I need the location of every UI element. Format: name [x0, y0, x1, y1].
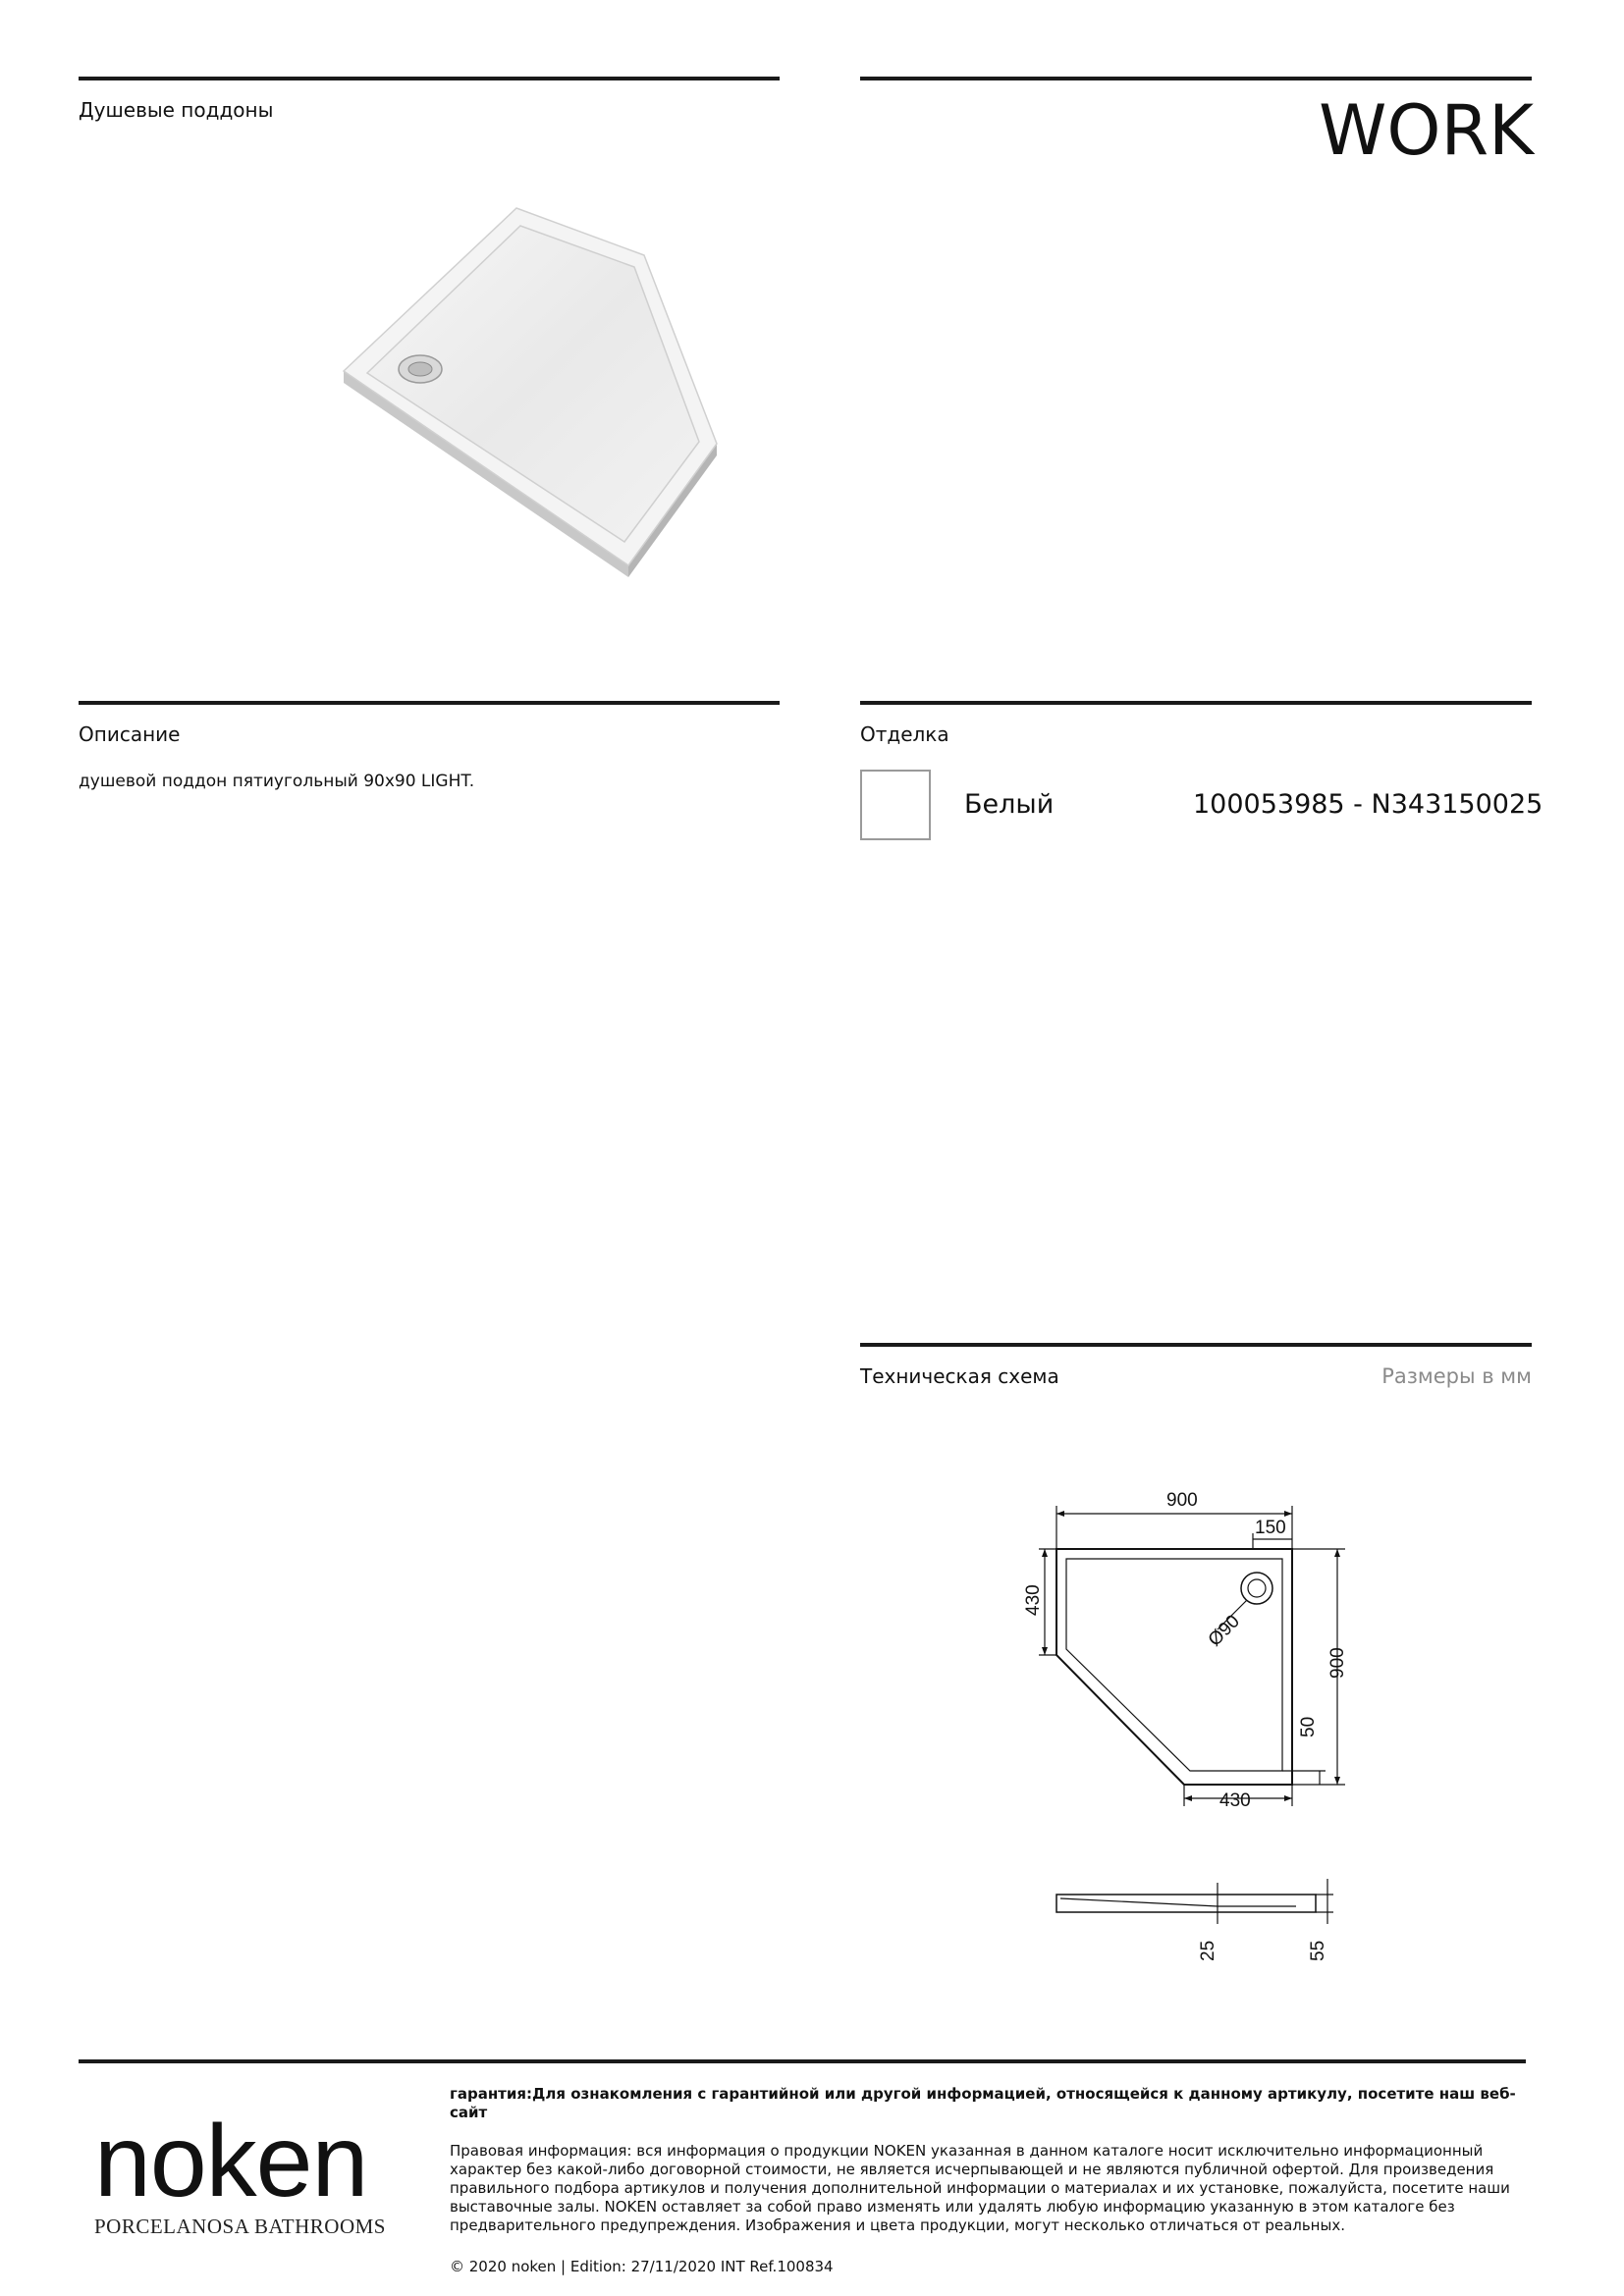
dim-bottom-width: 430 — [1219, 1790, 1251, 1811]
dim-top-width: 900 — [1166, 1490, 1198, 1511]
noken-logo — [94, 2105, 386, 2239]
dim-bottom-offset: 50 — [1298, 1716, 1319, 1737]
edition-text: © 2020 noken | Edition: 27/11/2020 INT Ref.100834 — [450, 2258, 834, 2275]
product-image — [324, 196, 736, 589]
finish-heading: Отделка — [860, 722, 949, 746]
description-rule — [79, 701, 780, 705]
top-left-rule — [79, 77, 780, 80]
technical-drawing — [1021, 1482, 1394, 1973]
dim-right-height: 900 — [1327, 1647, 1348, 1679]
dim-thickness-outer: 55 — [1308, 1940, 1328, 1961]
dim-left-height: 430 — [1023, 1584, 1044, 1616]
finish-swatch-white — [860, 770, 931, 840]
product-title: WORK — [1319, 90, 1534, 171]
top-right-rule — [860, 77, 1532, 80]
finish-name: Белый — [964, 789, 1055, 820]
category-label: Душевые поддоны — [79, 98, 274, 122]
logo-subtitle: PORCELANOSA BATHROOMS — [94, 2215, 386, 2238]
dim-drain-offset: 150 — [1255, 1518, 1286, 1538]
legal-text: Правовая информация: вся информация о продукции NOKEN указанная в данном каталоге носит исключительно информационный характер без какой-либо договорной стоимости, не является исчерпывающей и не являются публичной офертой. Для произведения правильного подбора артикулов и получения дополнительной информации о материалах и их установке, пожалуйста, посетите наши выставочные залы. NOKEN оставляет за собой право изменять или удалять любую информацию указанную в этом каталоге без предварительного предупреждения. Изображения и цвета продукции, могут несколько отличаться от реальных. — [450, 2142, 1510, 2234]
dim-thickness-inner: 25 — [1198, 1940, 1218, 1961]
footer-rule — [79, 2059, 1526, 2063]
dim-drain-diameter: Ø90 — [1204, 1611, 1244, 1651]
technical-rule — [860, 1343, 1532, 1347]
logo-word: noken — [94, 2105, 368, 2218]
finish-code: 100053985 - N343150025 — [1193, 789, 1543, 820]
description-text: душевой поддон пятиугольный 90x90 LIGHT. — [79, 772, 475, 791]
technical-heading: Техническая схема — [860, 1364, 1059, 1388]
finish-rule — [860, 701, 1532, 705]
units-note: Размеры в мм — [1381, 1364, 1532, 1388]
description-heading: Описание — [79, 722, 181, 746]
warranty-text: гарантия:Для ознакомления с гарантийной или другой информацией, относящейся к данному артикулу, посетите наш веб-сайт — [450, 2085, 1516, 2121]
